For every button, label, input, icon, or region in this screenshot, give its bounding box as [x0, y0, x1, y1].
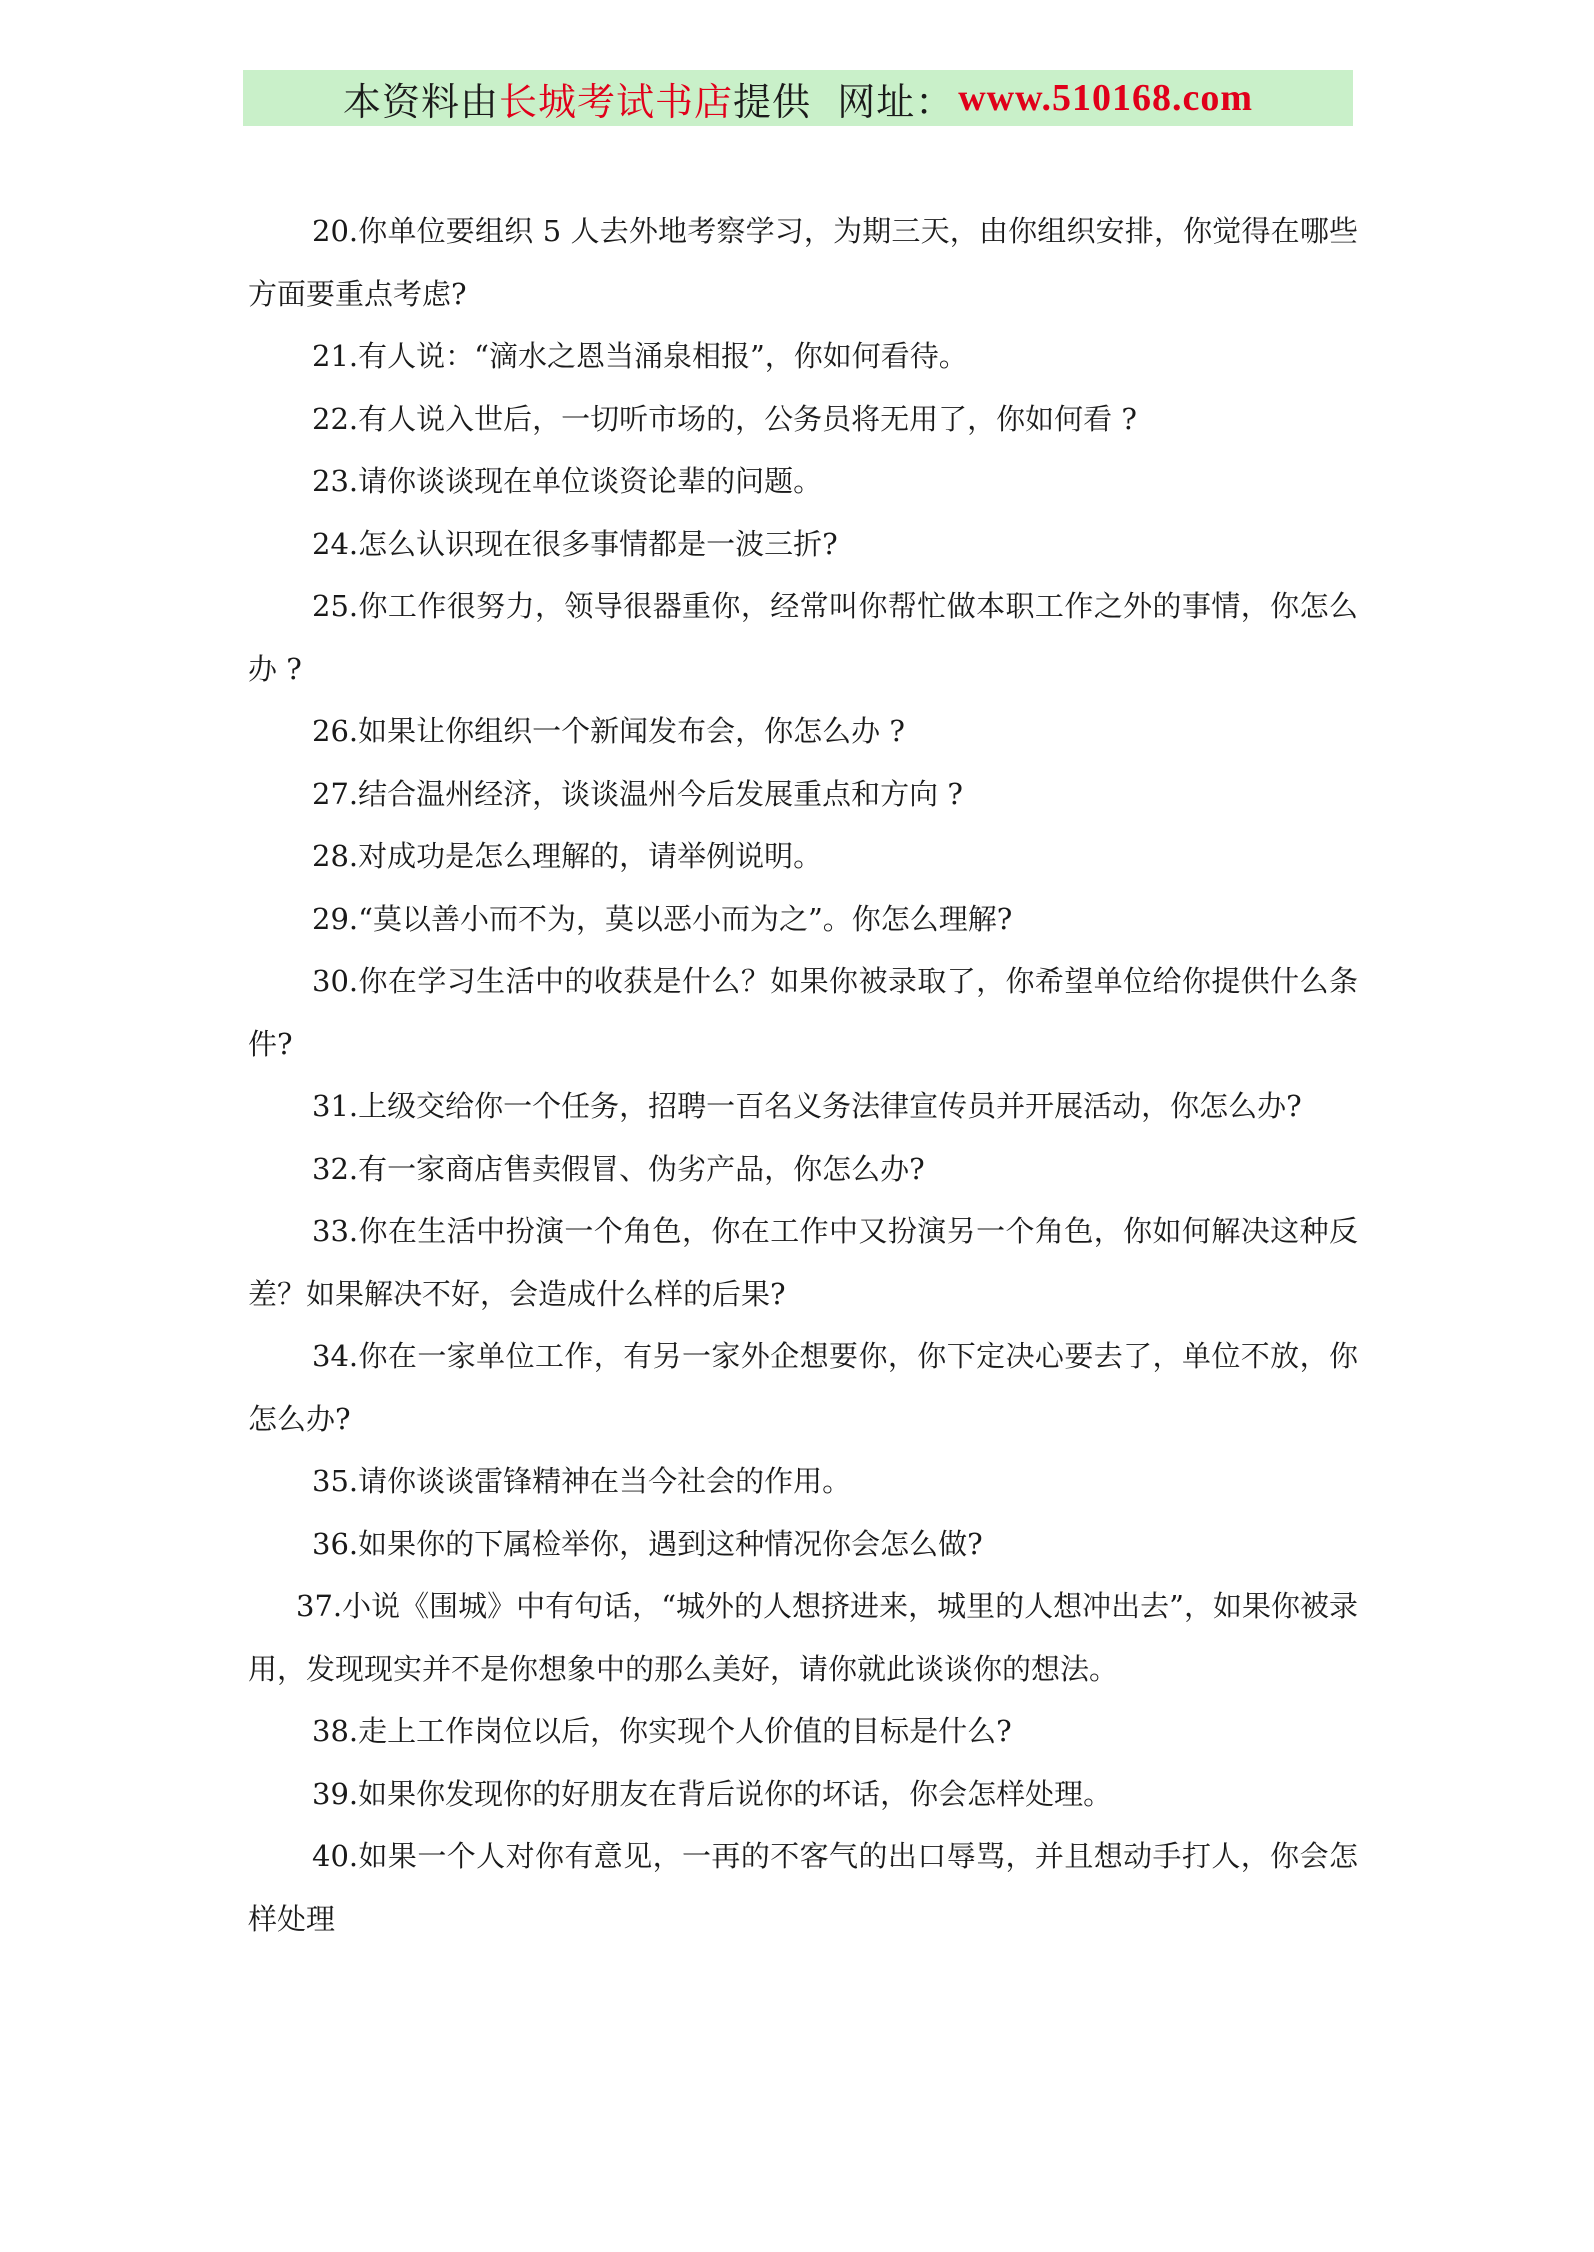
question-21: 21.有人说：“滴水之恩当涌泉相报”，你如何看待。 [312, 339, 968, 373]
question-34: 34.你在一家单位工作，有另一家外企想要你，你下定决心要去了，单位不放，你怎么办? [248, 1339, 1358, 1436]
question-33: 33.你在生活中扮演一个角色，你在工作中又扮演另一个角色，你如何解决这种反差？如果解决不好，会造成什么样的后果? [248, 1214, 1358, 1311]
question-36: 36.如果你的下属检举你，遇到这种情况你会怎么做? [312, 1526, 983, 1561]
question-list [248, 200, 1358, 1950]
question-40: 40.如果一个人对你有意见，一再的不客气的出口辱骂，并且想动手打人，你会怎样处理 [248, 1839, 1358, 1936]
question-32: 32.有一家商店售卖假冒、伪劣产品，你怎么办? [312, 1151, 925, 1186]
question-30: 30.你在学习生活中的收获是什么？如果你被录取了，你希望单位给你提供什么条件? [248, 964, 1358, 1061]
question-20: 20.你单位要组织 5 人去外地考察学习，为期三天，由你组织安排，你觉得在哪些方面要重点考虑? [248, 214, 1358, 311]
banner-provided: 提供 [733, 79, 812, 124]
banner-store-name: 长城考试书店 [499, 79, 734, 124]
banner-prefix: 本资料由 [343, 79, 500, 124]
question-24: 24.怎么认识现在很多事情都是一波三折? [312, 526, 838, 561]
header-banner [243, 70, 1353, 126]
question-26: 26.如果让你组织一个新闻发布会，你怎么办 ? [312, 714, 905, 748]
question-23: 23.请你谈谈现在单位谈资论辈的问题。 [312, 464, 823, 498]
question-22: 22.有人说入世后，一切听市场的，公务员将无用了，你如何看 ? [312, 401, 1137, 436]
question-38: 38.走上工作岗位以后，你实现个人价值的目标是什么? [312, 1714, 1012, 1748]
banner-site-label: 网址： [837, 79, 955, 124]
question-28: 28.对成功是怎么理解的，请举例说明。 [312, 839, 823, 873]
question-39: 39.如果你发现你的好朋友在背后说你的坏话，你会怎样处理。 [312, 1776, 1113, 1811]
question-27: 27.结合温州经济，谈谈温州今后发展重点和方向 ? [312, 776, 963, 811]
question-37: 37.小说《围城》中有句话，“城外的人想挤进来，城里的人想冲出去”，如果你被录用，发现现实并不是你想象中的那么美好，请你就此谈谈你的想法。 [248, 1589, 1358, 1686]
question-29: 29.“莫以善小而不为，莫以恶小而为之”。你怎么理解? [312, 901, 1013, 936]
question-25: 25.你工作很努力，领导很器重你，经常叫你帮忙做本职工作之外的事情，你怎么办 ? [248, 589, 1358, 686]
question-35: 35.请你谈谈雷锋精神在当今社会的作用。 [312, 1464, 852, 1498]
banner-url: www.510168.com [958, 77, 1253, 119]
question-31: 31.上级交给你一个任务，招聘一百名义务法律宣传员并开展活动，你怎么办? [312, 1089, 1302, 1123]
